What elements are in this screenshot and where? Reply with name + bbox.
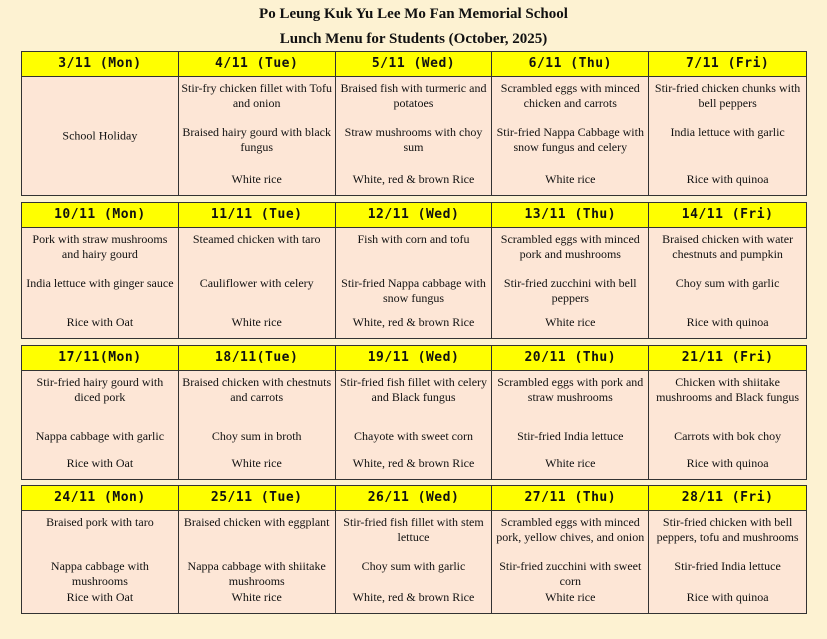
menu-cell	[492, 371, 649, 479]
menu-cell	[179, 511, 336, 613]
day-header: 28/11 (Fri)	[649, 486, 806, 511]
vegetable-dish: Nappa cabbage with garlic	[35, 429, 165, 443]
rice-item: White, red & brown Rice	[352, 172, 475, 186]
main-dish: Scrambled eggs with minced pork and mushrooms	[500, 232, 640, 261]
vegetable-dish: Choy sum in broth	[211, 429, 302, 443]
main-dish: Stir-fry chicken fillet with Tofu and onion	[181, 81, 333, 110]
day-header: 25/11 (Tue)	[179, 486, 336, 511]
main-dish: Stir-fried chicken with bell peppers, tofu and mushrooms	[656, 515, 799, 544]
menu-cell	[336, 511, 493, 613]
rice-item: Rice with quinoa	[686, 172, 769, 186]
day-header: 6/11 (Thu)	[492, 52, 649, 77]
vegetable-dish: Nappa cabbage with mushrooms	[50, 559, 149, 588]
main-dish: Braised fish with turmeric and potatoes	[340, 81, 487, 110]
day-header: 3/11 (Mon)	[22, 52, 179, 77]
menu-cell	[492, 228, 649, 338]
rice-item: White rice	[545, 456, 596, 470]
week-table	[21, 51, 807, 196]
menu-cell	[22, 228, 179, 338]
school-name: Po Leung Kuk Yu Lee Mo Fan Memorial School	[259, 6, 568, 22]
main-dish: Stir-fried fish fillet with stem lettuce	[343, 515, 484, 544]
main-dish: Braised chicken with eggplant	[183, 515, 330, 529]
rice-item: Rice with quinoa	[686, 456, 769, 470]
vegetable-dish: Stir-fried zucchini with bell peppers	[503, 276, 637, 305]
vegetable-dish: Stir-fried Nappa cabbage with snow fungus	[341, 276, 486, 305]
menu-cell	[649, 371, 806, 479]
day-header: 14/11 (Fri)	[649, 203, 806, 228]
rice-item: Rice with quinoa	[686, 315, 769, 329]
menu-cell	[649, 77, 806, 195]
vegetable-dish: Carrots with bok choy	[674, 429, 782, 443]
vegetable-dish: Braised hairy gourd with black fungus	[182, 125, 332, 154]
menu-title: Lunch Menu for Students (October, 2025)	[279, 31, 548, 47]
rice-item: White, red & brown Rice	[352, 456, 475, 470]
main-dish: Pork with straw mushrooms and hairy gourd	[32, 232, 168, 261]
rice-item: Rice with Oat	[66, 315, 134, 329]
vegetable-dish: Choy sum with garlic	[675, 276, 780, 290]
day-header: 5/11 (Wed)	[336, 52, 493, 77]
main-dish: Stir-fried fish fillet with celery and Black fungus	[339, 375, 488, 404]
rice-item: White rice	[545, 315, 596, 329]
main-dish: Steamed chicken with taro	[192, 232, 321, 246]
menu-cell	[649, 228, 806, 338]
day-header: 17/11(Mon)	[22, 346, 179, 371]
rice-item: White rice	[231, 456, 282, 470]
vegetable-dish: Nappa cabbage with shiitake mushrooms	[187, 559, 326, 588]
day-header: 12/11 (Wed)	[336, 203, 493, 228]
main-dish: Chicken with shiitake mushrooms and Black fungus	[656, 375, 800, 404]
main-dish: Braised chicken with water chestnuts and pumpkin	[662, 232, 794, 261]
rice-item: White rice	[545, 590, 596, 604]
rice-item: White, red & brown Rice	[352, 590, 475, 604]
week-table	[21, 202, 807, 339]
day-header: 10/11 (Mon)	[22, 203, 179, 228]
menu-cell	[22, 371, 179, 479]
day-header: 13/11 (Thu)	[492, 203, 649, 228]
rice-item: White rice	[231, 315, 282, 329]
rice-item: White rice	[231, 172, 282, 186]
vegetable-dish: Cauliflower with celery	[199, 276, 314, 290]
main-dish: Scrambled eggs with minced chicken and carrots	[500, 81, 640, 110]
day-header: 19/11 (Wed)	[336, 346, 493, 371]
menu-cell	[22, 77, 179, 195]
menu-cell	[179, 371, 336, 479]
menu-cell	[492, 77, 649, 195]
holiday-label: School Holiday	[62, 128, 138, 143]
rice-item: White rice	[545, 172, 596, 186]
vegetable-dish: Straw mushrooms with choy sum	[344, 125, 483, 154]
main-dish: Stir-fried hairy gourd with diced pork	[36, 375, 164, 404]
rice-item: White, red & brown Rice	[352, 315, 475, 329]
vegetable-dish: India lettuce with garlic	[670, 125, 785, 139]
main-dish: Braised pork with taro	[46, 515, 154, 529]
main-dish: Scrambled eggs with pork and straw mushrooms	[497, 375, 644, 404]
day-header: 11/11 (Tue)	[179, 203, 336, 228]
vegetable-dish: Stir-fried Nappa Cabbage with snow fungus and celery	[496, 125, 644, 154]
day-header: 21/11 (Fri)	[649, 346, 806, 371]
vegetable-dish: Choy sum with garlic	[361, 559, 466, 573]
menu-cell	[336, 371, 493, 479]
day-header: 7/11 (Fri)	[649, 52, 806, 77]
day-header: 4/11 (Tue)	[179, 52, 336, 77]
main-dish: Scrambled eggs with minced pork, yellow chives, and onion	[496, 515, 645, 544]
rice-item: Rice with Oat	[66, 590, 134, 604]
vegetable-dish: Stir-fried India lettuce	[674, 559, 781, 573]
menu-cell	[492, 511, 649, 613]
rice-item: Rice with quinoa	[686, 590, 769, 604]
day-header: 20/11 (Thu)	[492, 346, 649, 371]
vegetable-dish: Chayote with sweet corn	[354, 429, 473, 443]
menu-cell	[649, 511, 806, 613]
main-dish: Fish with corn and tofu	[357, 232, 470, 246]
rice-item: White rice	[231, 590, 282, 604]
vegetable-dish: Stir-fried India lettuce	[517, 429, 624, 443]
vegetable-dish: Stir-fried zucchini with sweet corn	[499, 559, 642, 588]
week-table	[21, 485, 807, 614]
menu-cell	[336, 228, 493, 338]
day-header: 24/11 (Mon)	[22, 486, 179, 511]
day-header: 18/11(Tue)	[179, 346, 336, 371]
menu-cell	[179, 228, 336, 338]
main-dish: Braised chicken with chestnuts and carrots	[182, 375, 332, 404]
menu-cell	[336, 77, 493, 195]
menu-cell	[179, 77, 336, 195]
main-dish: Stir-fried chicken chunks with bell peppers	[654, 81, 801, 110]
day-header: 27/11 (Thu)	[492, 486, 649, 511]
week-table	[21, 345, 807, 480]
menu-cell	[22, 511, 179, 613]
day-header: 26/11 (Wed)	[336, 486, 493, 511]
vegetable-dish: India lettuce with ginger sauce	[26, 276, 174, 290]
rice-item: Rice with Oat	[66, 456, 134, 470]
